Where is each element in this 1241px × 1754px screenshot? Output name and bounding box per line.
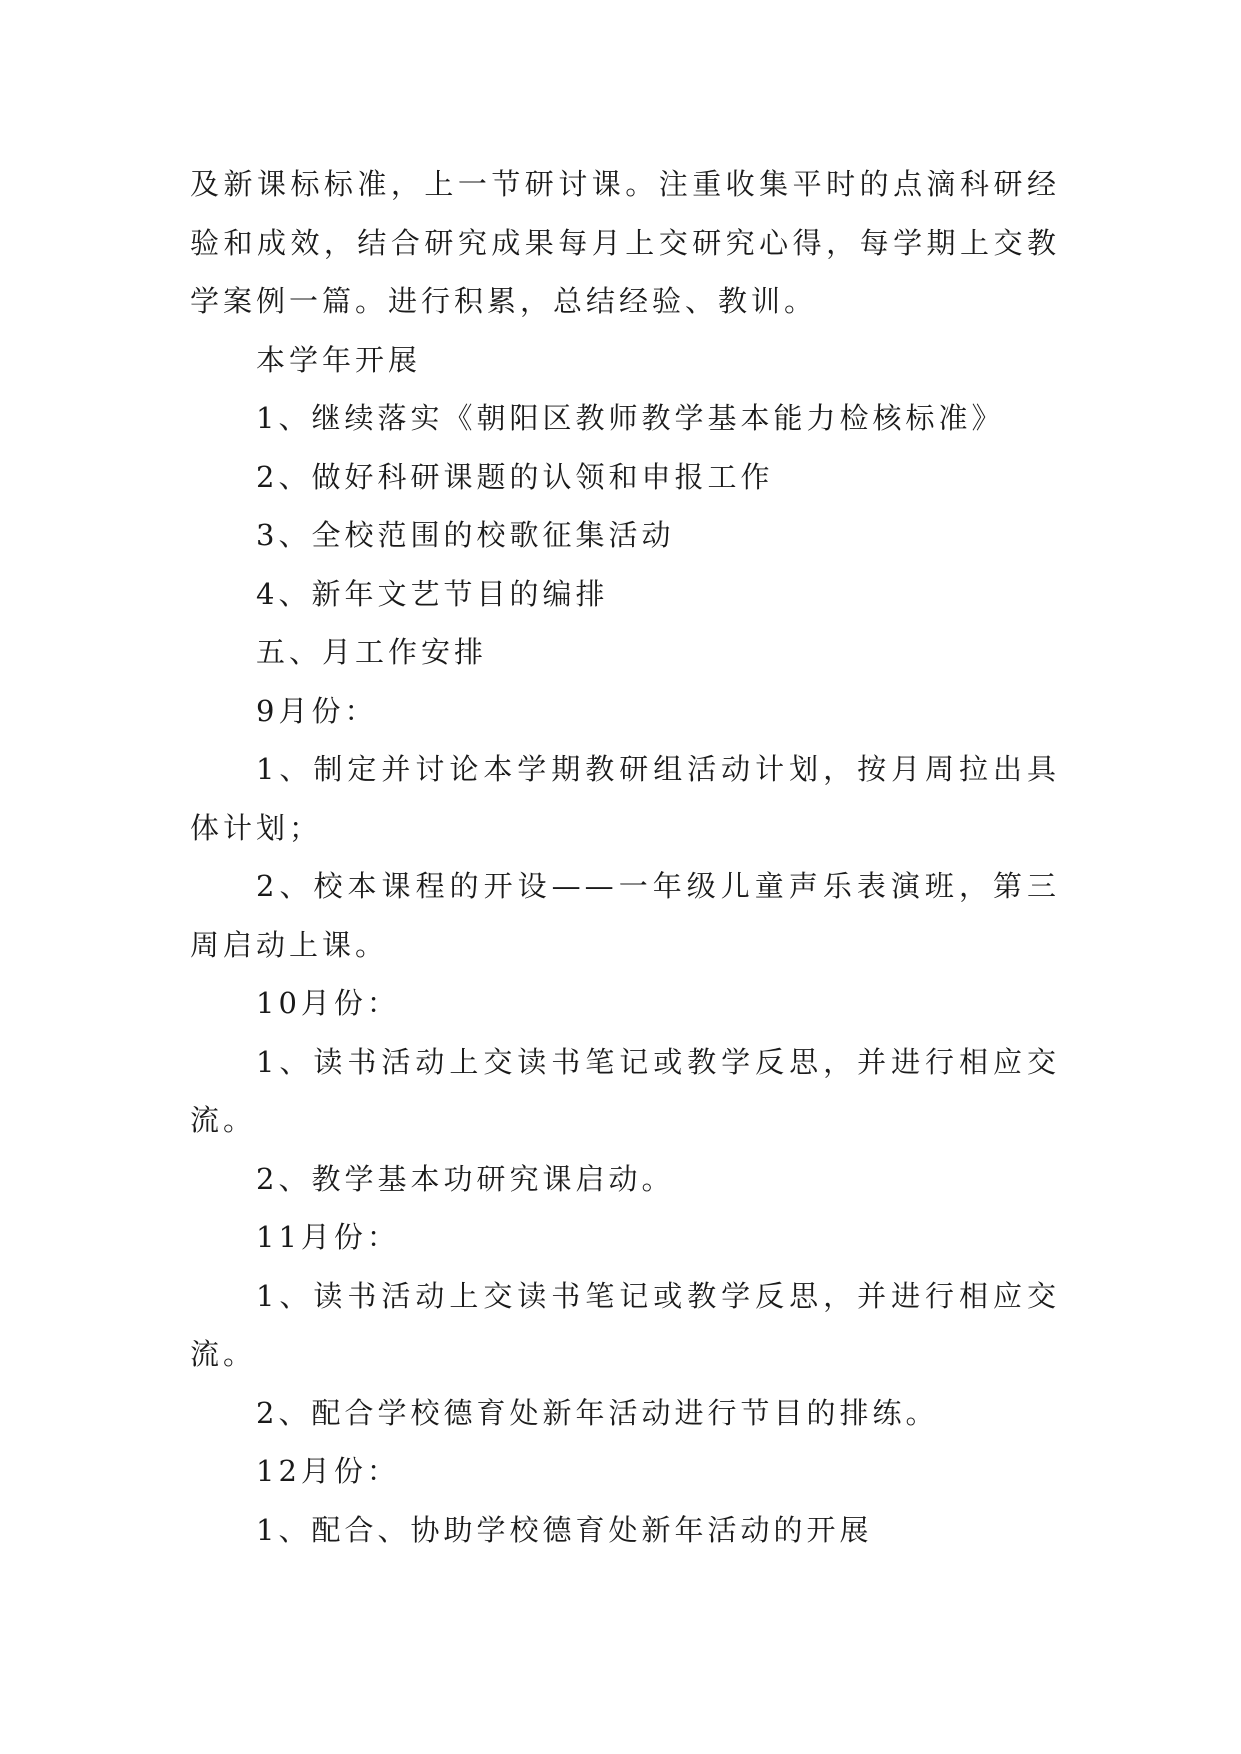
list-item: 2、配合学校德育处新年活动进行节目的排练。	[256, 1395, 939, 1430]
list-item: 1、读书活动上交读书笔记或教学反思，并进行相应交流。	[190, 1278, 1060, 1371]
paragraph-this-year-heading: 本学年开展	[256, 342, 422, 377]
paragraph-continuation: 及新课标标准，上一节研讨课。注重收集平时的点滴科研经验和成效，结合研究成果每月上交研究心得，每学期上交教学案例一篇。进行积累，总结经验、教训。	[190, 167, 1060, 318]
list-item: 1、制定并讨论本学期教研组活动计划，按月周拉出具体计划；	[190, 752, 1060, 845]
list-item: 2、校本课程的开设——一年级儿童声乐表演班，第三周启动上课。	[190, 869, 1060, 962]
list-item: 2、教学基本功研究课启动。	[256, 1161, 675, 1196]
month-heading-december: 12月份：	[256, 1454, 400, 1488]
document-body	[190, 155, 1060, 1559]
month-heading-september: 9月份：	[256, 693, 378, 728]
month-heading-october: 10月份：	[256, 986, 400, 1020]
list-item: 2、做好科研课题的认领和申报工作	[256, 459, 774, 494]
list-item: 1、读书活动上交读书笔记或教学反思，并进行相应交流。	[190, 1044, 1060, 1137]
month-heading-november: 11月份：	[256, 1220, 400, 1254]
list-item: 1、配合、协助学校德育处新年活动的开展	[256, 1512, 873, 1547]
list-item: 3、全校范围的校歌征集活动	[256, 518, 675, 552]
list-item: 1、继续落实《朝阳区教师教学基本能力检核标准》	[256, 401, 1005, 435]
list-item: 4、新年文艺节目的编排	[256, 576, 609, 611]
section-heading-monthly-plan: 五、月工作安排	[256, 635, 488, 669]
